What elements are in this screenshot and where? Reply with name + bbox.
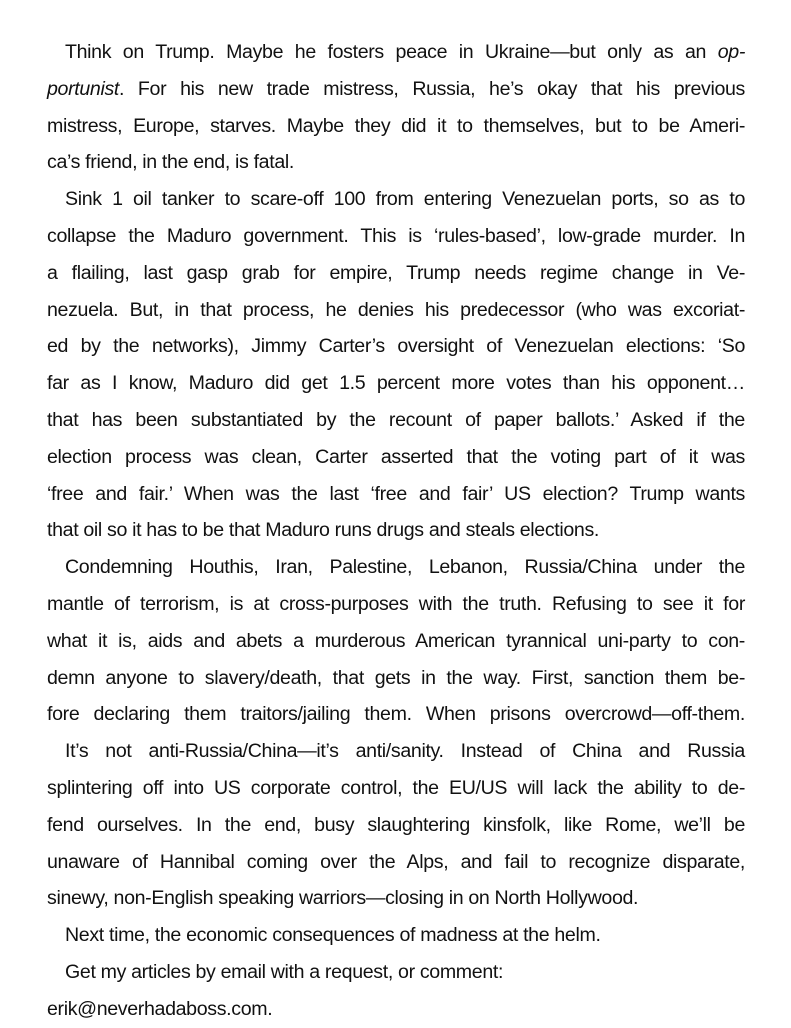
paragraph-4 bbox=[47, 733, 745, 917]
text-line: ca’s friend, in the end, is fatal. bbox=[47, 151, 294, 174]
text-line: election process was clean, Carter asserted that the voting part of it was bbox=[47, 445, 745, 468]
paragraph-1 bbox=[47, 34, 745, 181]
text-line: demn anyone to slavery/death, that gets in the way. First, sanction them be- bbox=[47, 666, 745, 689]
text-line: what it is, aids and abets a murderous American tyrannical uni-party to con- bbox=[47, 629, 745, 652]
italic-text: portunist bbox=[47, 77, 120, 100]
paragraph-6 bbox=[47, 954, 745, 1028]
paragraph-3 bbox=[47, 549, 745, 733]
text-line: sinewy, non-English speaking warriors—closing in on North Hollywood. bbox=[47, 887, 639, 910]
text-line: Next time, the economic consequences of madness at the helm. bbox=[65, 924, 601, 947]
italic-text: op- bbox=[717, 41, 745, 63]
text-line: Think on Trump. Maybe he fosters peace in Ukraine—but only as an op- bbox=[65, 41, 745, 63]
text-line: Get my articles by email with a request, or comment: bbox=[65, 960, 504, 983]
text-line: Sink 1 oil tanker to scare-off 100 from entering Venezuelan ports, so as to bbox=[65, 188, 745, 211]
text-line: splintering off into US corporate control, the EU/US will lack the ability to de- bbox=[47, 776, 745, 799]
text-line: mistress, Europe, starves. Maybe they did it to themselves, but to be Ameri- bbox=[47, 114, 745, 137]
paragraph-5 bbox=[47, 917, 745, 954]
email-link[interactable]: erik@neverhadaboss.com bbox=[47, 997, 268, 1020]
article-body bbox=[47, 34, 745, 1028]
text-line: collapse the Maduro government. This is ‘rules-based’, low-grade murder. In bbox=[47, 224, 745, 247]
text-line: fend ourselves. In the end, busy slaughtering kinsfolk, like Rome, we’ll be bbox=[47, 813, 745, 836]
text-line: a flailing, last gasp grab for empire, Trump needs regime change in Ve- bbox=[47, 261, 745, 284]
text-line: nezuela. But, in that process, he denies his predecessor (who was excoriat- bbox=[47, 298, 745, 321]
text-line: ed by the networks), Jimmy Carter’s oversight of Venezuelan elections: ‘So bbox=[47, 335, 745, 358]
text-line: mantle of terrorism, is at cross-purposes with the truth. Refusing to see it for bbox=[47, 592, 745, 615]
text-line: ‘free and fair.’ When was the last ‘free and fair’ US election? Trump wants bbox=[47, 482, 745, 505]
text-line: fore declaring them traitors/jailing them. When prisons overcrowd—off-them. bbox=[47, 703, 745, 726]
text-line: that has been substantiated by the recount of paper ballots.’ Asked if the bbox=[47, 408, 745, 431]
text-line: unaware of Hannibal coming over the Alps, and fail to recognize disparate, bbox=[47, 850, 745, 873]
text-line: erik@neverhadaboss.com. bbox=[47, 997, 273, 1020]
text-line: It’s not anti-Russia/China—it’s anti/sanity. Instead of China and Russia bbox=[65, 740, 745, 763]
text-line: far as I know, Maduro did get 1.5 percent more votes than his opponent… bbox=[47, 372, 745, 395]
paragraph-2 bbox=[47, 181, 745, 549]
text-line: portunist. For his new trade mistress, Russia, he’s okay that his previous bbox=[47, 77, 745, 100]
text-line: that oil so it has to be that Maduro runs drugs and steals elections. bbox=[47, 519, 600, 542]
text-line: Condemning Houthis, Iran, Palestine, Lebanon, Russia/China under the bbox=[65, 556, 745, 579]
